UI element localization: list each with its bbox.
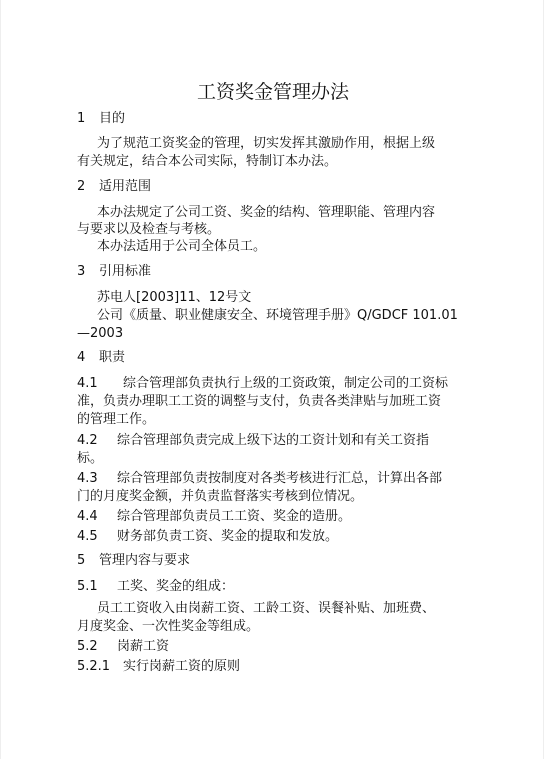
clause-4-1 — [77, 375, 448, 393]
clause-4-5 — [77, 528, 338, 546]
clause-5-2 — [77, 638, 169, 656]
section-title: 目的 — [99, 111, 126, 126]
clause-text: 综合管理部负责员工工资、奖金的造册。 — [117, 509, 352, 524]
clause-4-4 — [77, 508, 351, 526]
section-2-heading — [77, 178, 151, 196]
paragraph-line: 月度奖金、一次性奖金等组成。 — [77, 619, 260, 634]
clause-number: 5.2.1 — [77, 659, 111, 674]
clause-number: 4.5 — [77, 529, 98, 544]
paragraph-line: 本办法适用于公司全体员工。 — [97, 239, 267, 254]
section-3-heading — [77, 263, 151, 281]
paragraph-line: 准，负责办理职工工资的调整与支付，负责各类津贴与加班工资 — [77, 394, 442, 409]
clause-4-3 — [77, 470, 442, 488]
clause-5-1 — [77, 578, 234, 596]
section-number: 5 — [77, 553, 86, 568]
section-5-heading — [77, 552, 190, 570]
clause-number: 4.4 — [77, 509, 98, 524]
section-title: 管理内容与要求 — [99, 553, 191, 568]
clause-number: 4.1 — [77, 376, 98, 391]
clause-number: 5.1 — [77, 579, 98, 594]
paragraph-line: 与要求以及检查与考核。 — [77, 222, 221, 237]
paragraph-line: 标。 — [77, 451, 104, 466]
section-number: 3 — [77, 264, 86, 279]
clause-number: 5.2 — [77, 639, 98, 654]
clause-text: 岗薪工资 — [117, 639, 170, 654]
clause-4-2 — [77, 432, 429, 450]
section-title: 适用范围 — [99, 179, 152, 194]
section-number: 4 — [77, 350, 86, 365]
paragraph-line: 门的月度奖金额，并负责监督落实考核到位情况。 — [77, 489, 364, 504]
paragraph-line: 本办法规定了公司工资、奖金的结构、管理职能、管理内容 — [97, 205, 436, 220]
section-number: 1 — [77, 111, 86, 126]
paragraph-line: 的管理工作。 — [77, 412, 156, 427]
clause-text: 综合管理部负责按制度对各类考核进行汇总，计算出各部 — [117, 471, 443, 486]
clause-text: 财务部负责工资、奖金的提取和发放。 — [117, 529, 339, 544]
clause-text: 综合管理部负责执行上级的工资政策，制定公司的工资标 — [123, 376, 449, 391]
clause-text: 综合管理部负责完成上级下达的工资计划和有关工资指 — [117, 433, 430, 448]
section-number: 2 — [77, 179, 86, 194]
clause-5-2-1 — [77, 658, 240, 676]
clause-number: 4.2 — [77, 433, 98, 448]
paragraph-line: 公司《质量、职业健康安全、环境管理手册》Q/GDCF 101.01 — [97, 308, 458, 323]
document-title: 工资奖金管理办法 — [196, 81, 349, 103]
clause-text: 实行岗薪工资的原则 — [123, 659, 241, 674]
paragraph-line: 员工工资收入由岗薪工资、工龄工资、误餐补贴、加班费、 — [97, 601, 436, 616]
paragraph-line: 苏电人[2003]11、12号文 — [97, 290, 252, 305]
section-title: 职责 — [99, 350, 126, 365]
clause-number: 4.3 — [77, 471, 98, 486]
section-1-heading — [77, 110, 125, 128]
paragraph-line: 有关规定，结合本公司实际，特制订本办法。 — [77, 154, 338, 169]
section-4-heading — [77, 349, 125, 367]
section-title: 引用标准 — [99, 264, 152, 279]
clause-text: 工奖、奖金的组成： — [117, 579, 235, 594]
paragraph-line: —2003 — [77, 326, 124, 341]
paragraph-line: 为了规范工资奖金的管理，切实发挥其激励作用，根据上级 — [97, 136, 436, 151]
